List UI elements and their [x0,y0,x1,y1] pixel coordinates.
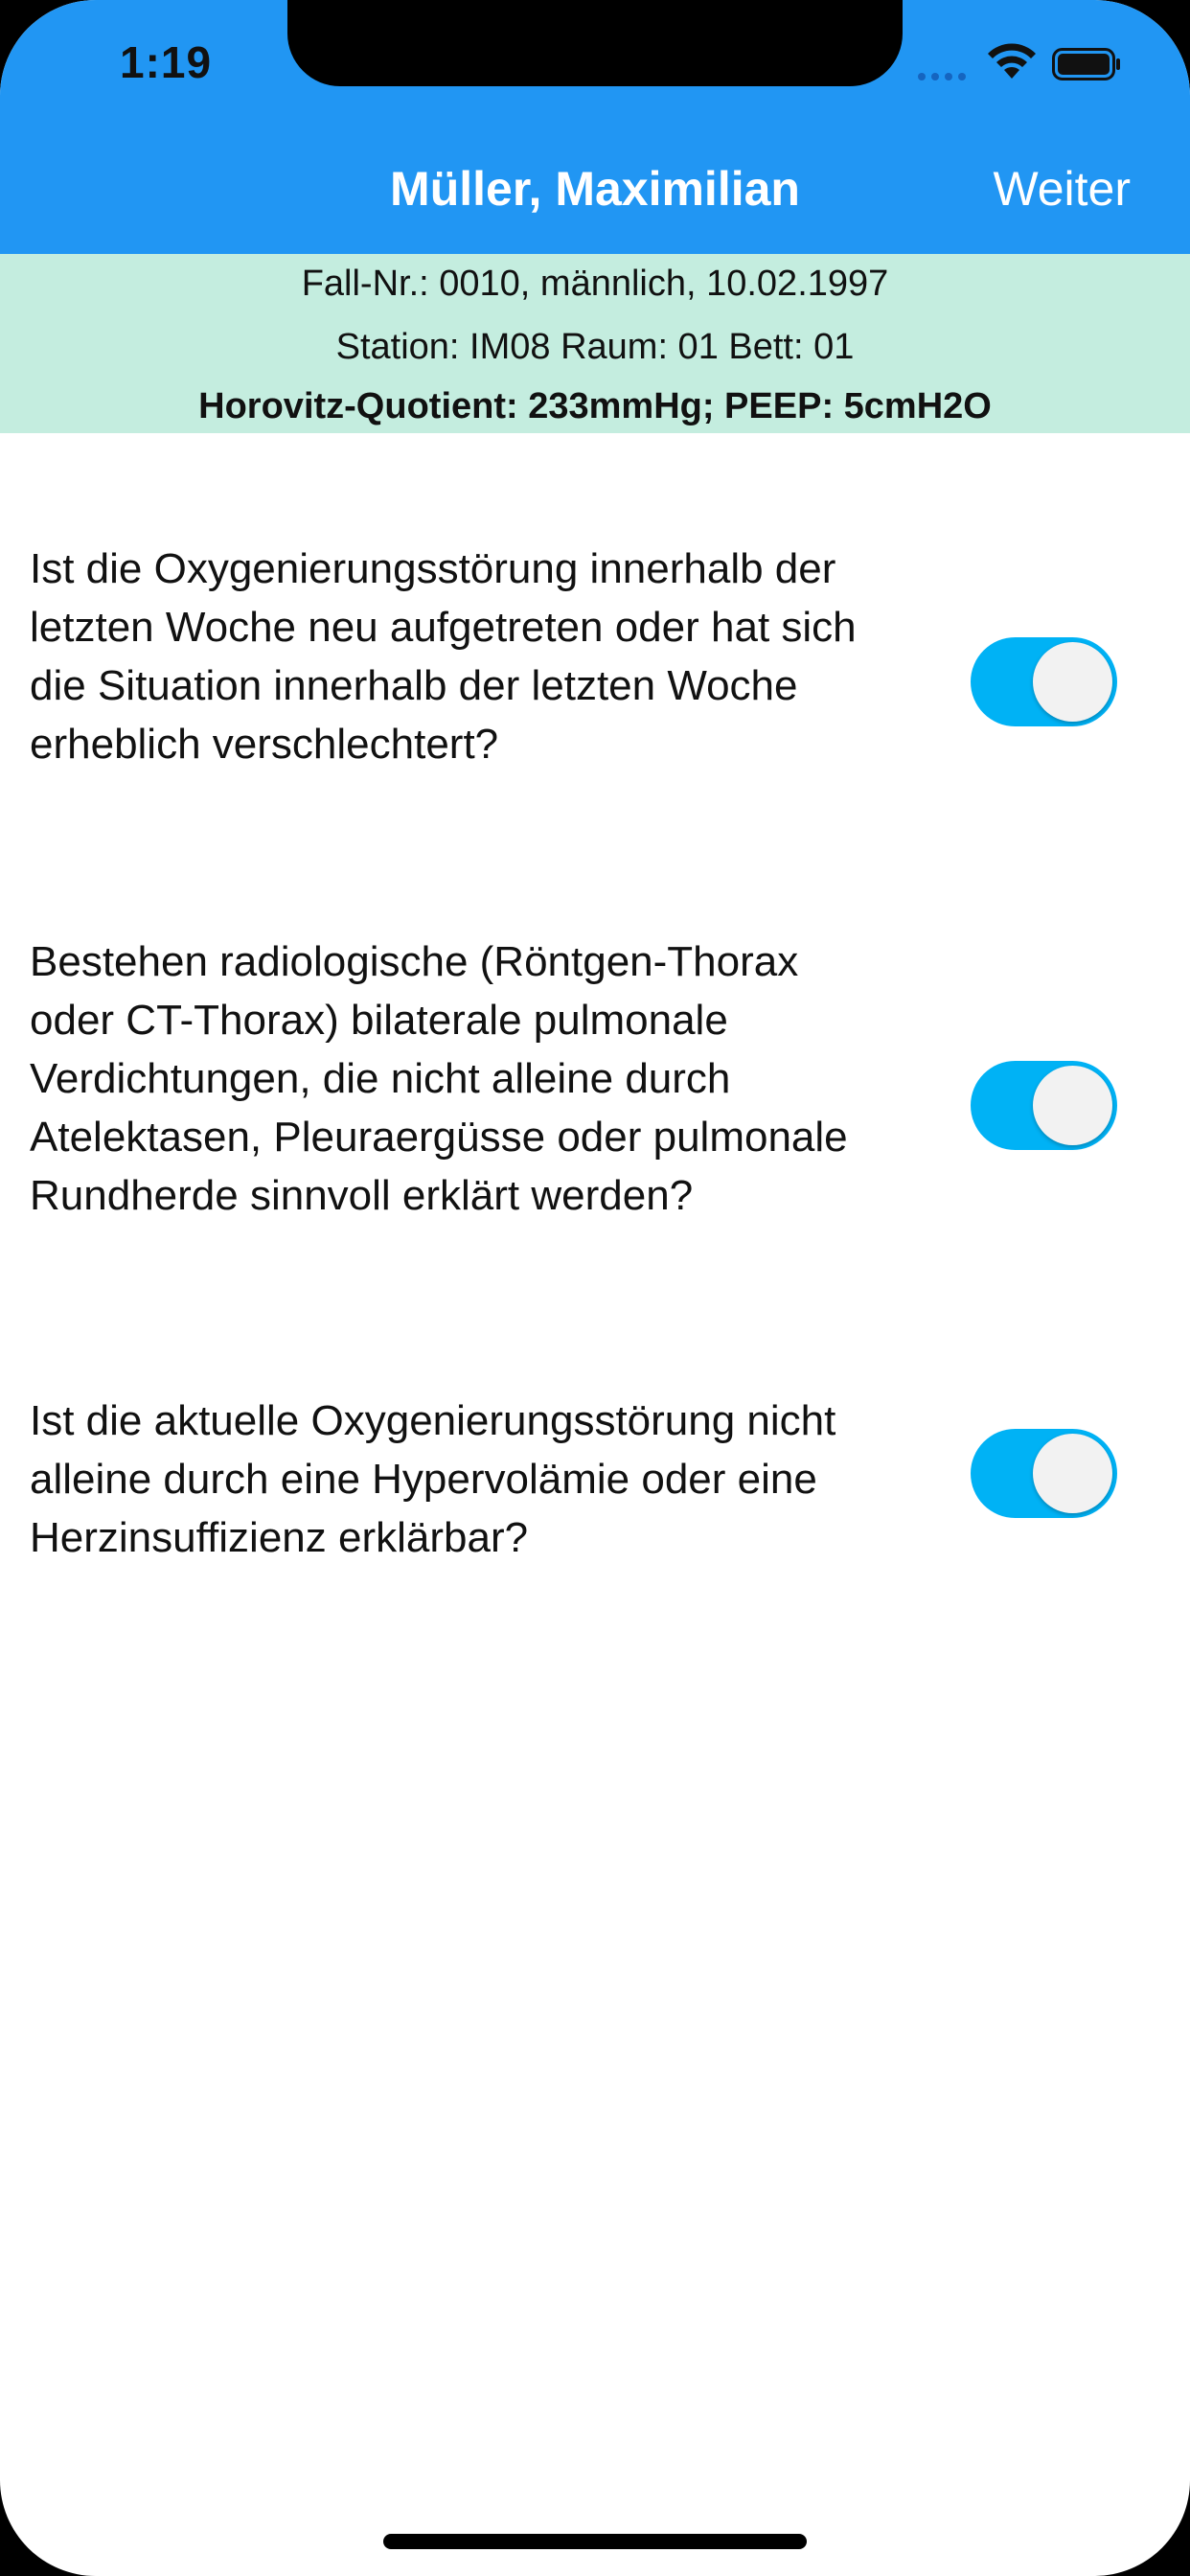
question-1-text: Ist die Oxygenierungsstörung innerhalb der letzten Woche neu aufgetreten oder hat sich die Situation innerhalb der letzten Woche erheblich verschlechtert? [30,545,857,768]
question-3-text: Ist die aktuelle Oxygenierungsstörung nicht alleine durch eine Hypervolämie oder eine Herzinsuffizienz erklärbar? [30,1397,836,1561]
question-1-toggle[interactable] [971,637,1117,726]
question-2-toggle[interactable] [971,1061,1117,1150]
next-button[interactable]: Weiter [993,162,1131,216]
patient-name-title: Müller, Maximilian [390,162,800,216]
toggle-knob [1033,642,1112,722]
location-info: Station: IM08 Raum: 01 Bett: 01 [335,327,855,367]
case-info: Fall-Nr.: 0010, männlich, 10.02.1997 [301,264,889,304]
status-time: 1:19 [120,37,213,87]
cellular-signal-icon [918,73,968,80]
question-3-toggle[interactable] [971,1429,1117,1518]
device-notch [287,0,903,86]
toggle-knob [1033,1066,1112,1145]
battery-icon [1052,48,1121,80]
patient-info-banner [0,254,1190,433]
horovitz-peep-info: Horovitz-Quotient: 233mmHg; PEEP: 5cmH2O [198,386,992,426]
wifi-icon [985,40,1039,80]
question-2-text: Bestehen radiologische (Röntgen-Thorax oder CT-Thorax) bilaterale pulmonale Verdichtungen, die nicht alleine durch Atelektasen, Pleuraergüsse oder pulmonale Rundherde sinnvoll erklärt werden? [30,938,848,1219]
home-indicator[interactable] [383,2534,807,2549]
toggle-knob [1033,1434,1112,1513]
